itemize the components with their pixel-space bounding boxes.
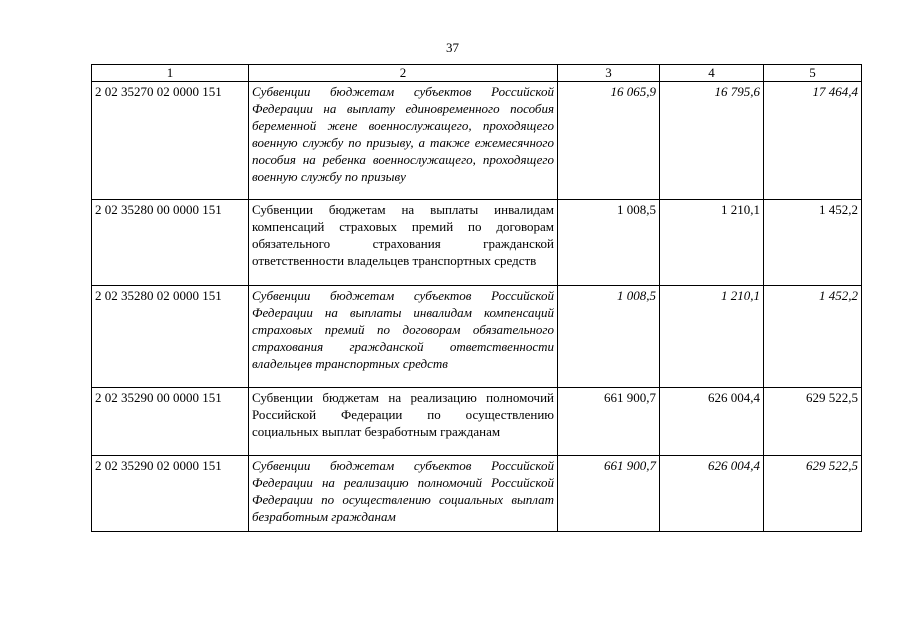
value-col-4: 1 210,1 [660,286,764,388]
table-row [92,388,862,456]
row-description: Субвенции бюджетам субъектов Российской Федерации на выплату единовременного пособия беременной жене военнослужащего, проходящего военную службу по призыву, а также ежемесячного пособия на ребенка военнослужащего, проходящего военную службу по призыву [249,82,558,200]
row-description: Субвенции бюджетам на реализацию полномочий Российской Федерации по осуществлению социальных выплат безработным гражданам [249,388,558,456]
value-col-3: 1 008,5 [558,286,660,388]
row-description: Субвенции бюджетам на выплаты инвалидам компенсаций страховых премий по договорам обязательного страхования гражданской ответственности владельцев транспортных средств [249,200,558,286]
table-row [92,82,862,200]
budget-code: 2 02 35280 02 0000 151 [92,286,249,388]
row-description: Субвенции бюджетам субъектов Российской Федерации на выплаты инвалидам компенсаций страховых премий по договорам обязательного страхования гражданской ответственности владельцев транспортных средств [249,286,558,388]
budget-code: 2 02 35290 00 0000 151 [92,388,249,456]
value-col-5: 629 522,5 [764,388,862,456]
value-col-5: 629 522,5 [764,456,862,532]
column-header-4: 4 [660,65,764,82]
column-header-3: 3 [558,65,660,82]
value-col-5: 17 464,4 [764,82,862,200]
value-col-3: 1 008,5 [558,200,660,286]
table-row [92,456,862,532]
value-col-3: 16 065,9 [558,82,660,200]
column-header-5: 5 [764,65,862,82]
value-col-4: 1 210,1 [660,200,764,286]
table-row [92,286,862,388]
value-col-4: 626 004,4 [660,388,764,456]
value-col-4: 16 795,6 [660,82,764,200]
value-col-5: 1 452,2 [764,200,862,286]
value-col-3: 661 900,7 [558,456,660,532]
budget-code: 2 02 35270 02 0000 151 [92,82,249,200]
row-description: Субвенции бюджетам субъектов Российской Федерации на реализацию полномочий Российской Федерации по осуществлению социальных выплат безработным гражданам [249,456,558,532]
budget-code: 2 02 35290 02 0000 151 [92,456,249,532]
page-number: 37 [446,40,459,55]
value-col-3: 661 900,7 [558,388,660,456]
budget-table [91,64,862,532]
column-header-1: 1 [92,65,249,82]
value-col-4: 626 004,4 [660,456,764,532]
table-header-row [92,65,862,82]
value-col-5: 1 452,2 [764,286,862,388]
budget-code: 2 02 35280 00 0000 151 [92,200,249,286]
column-header-2: 2 [249,65,558,82]
table-row [92,200,862,286]
